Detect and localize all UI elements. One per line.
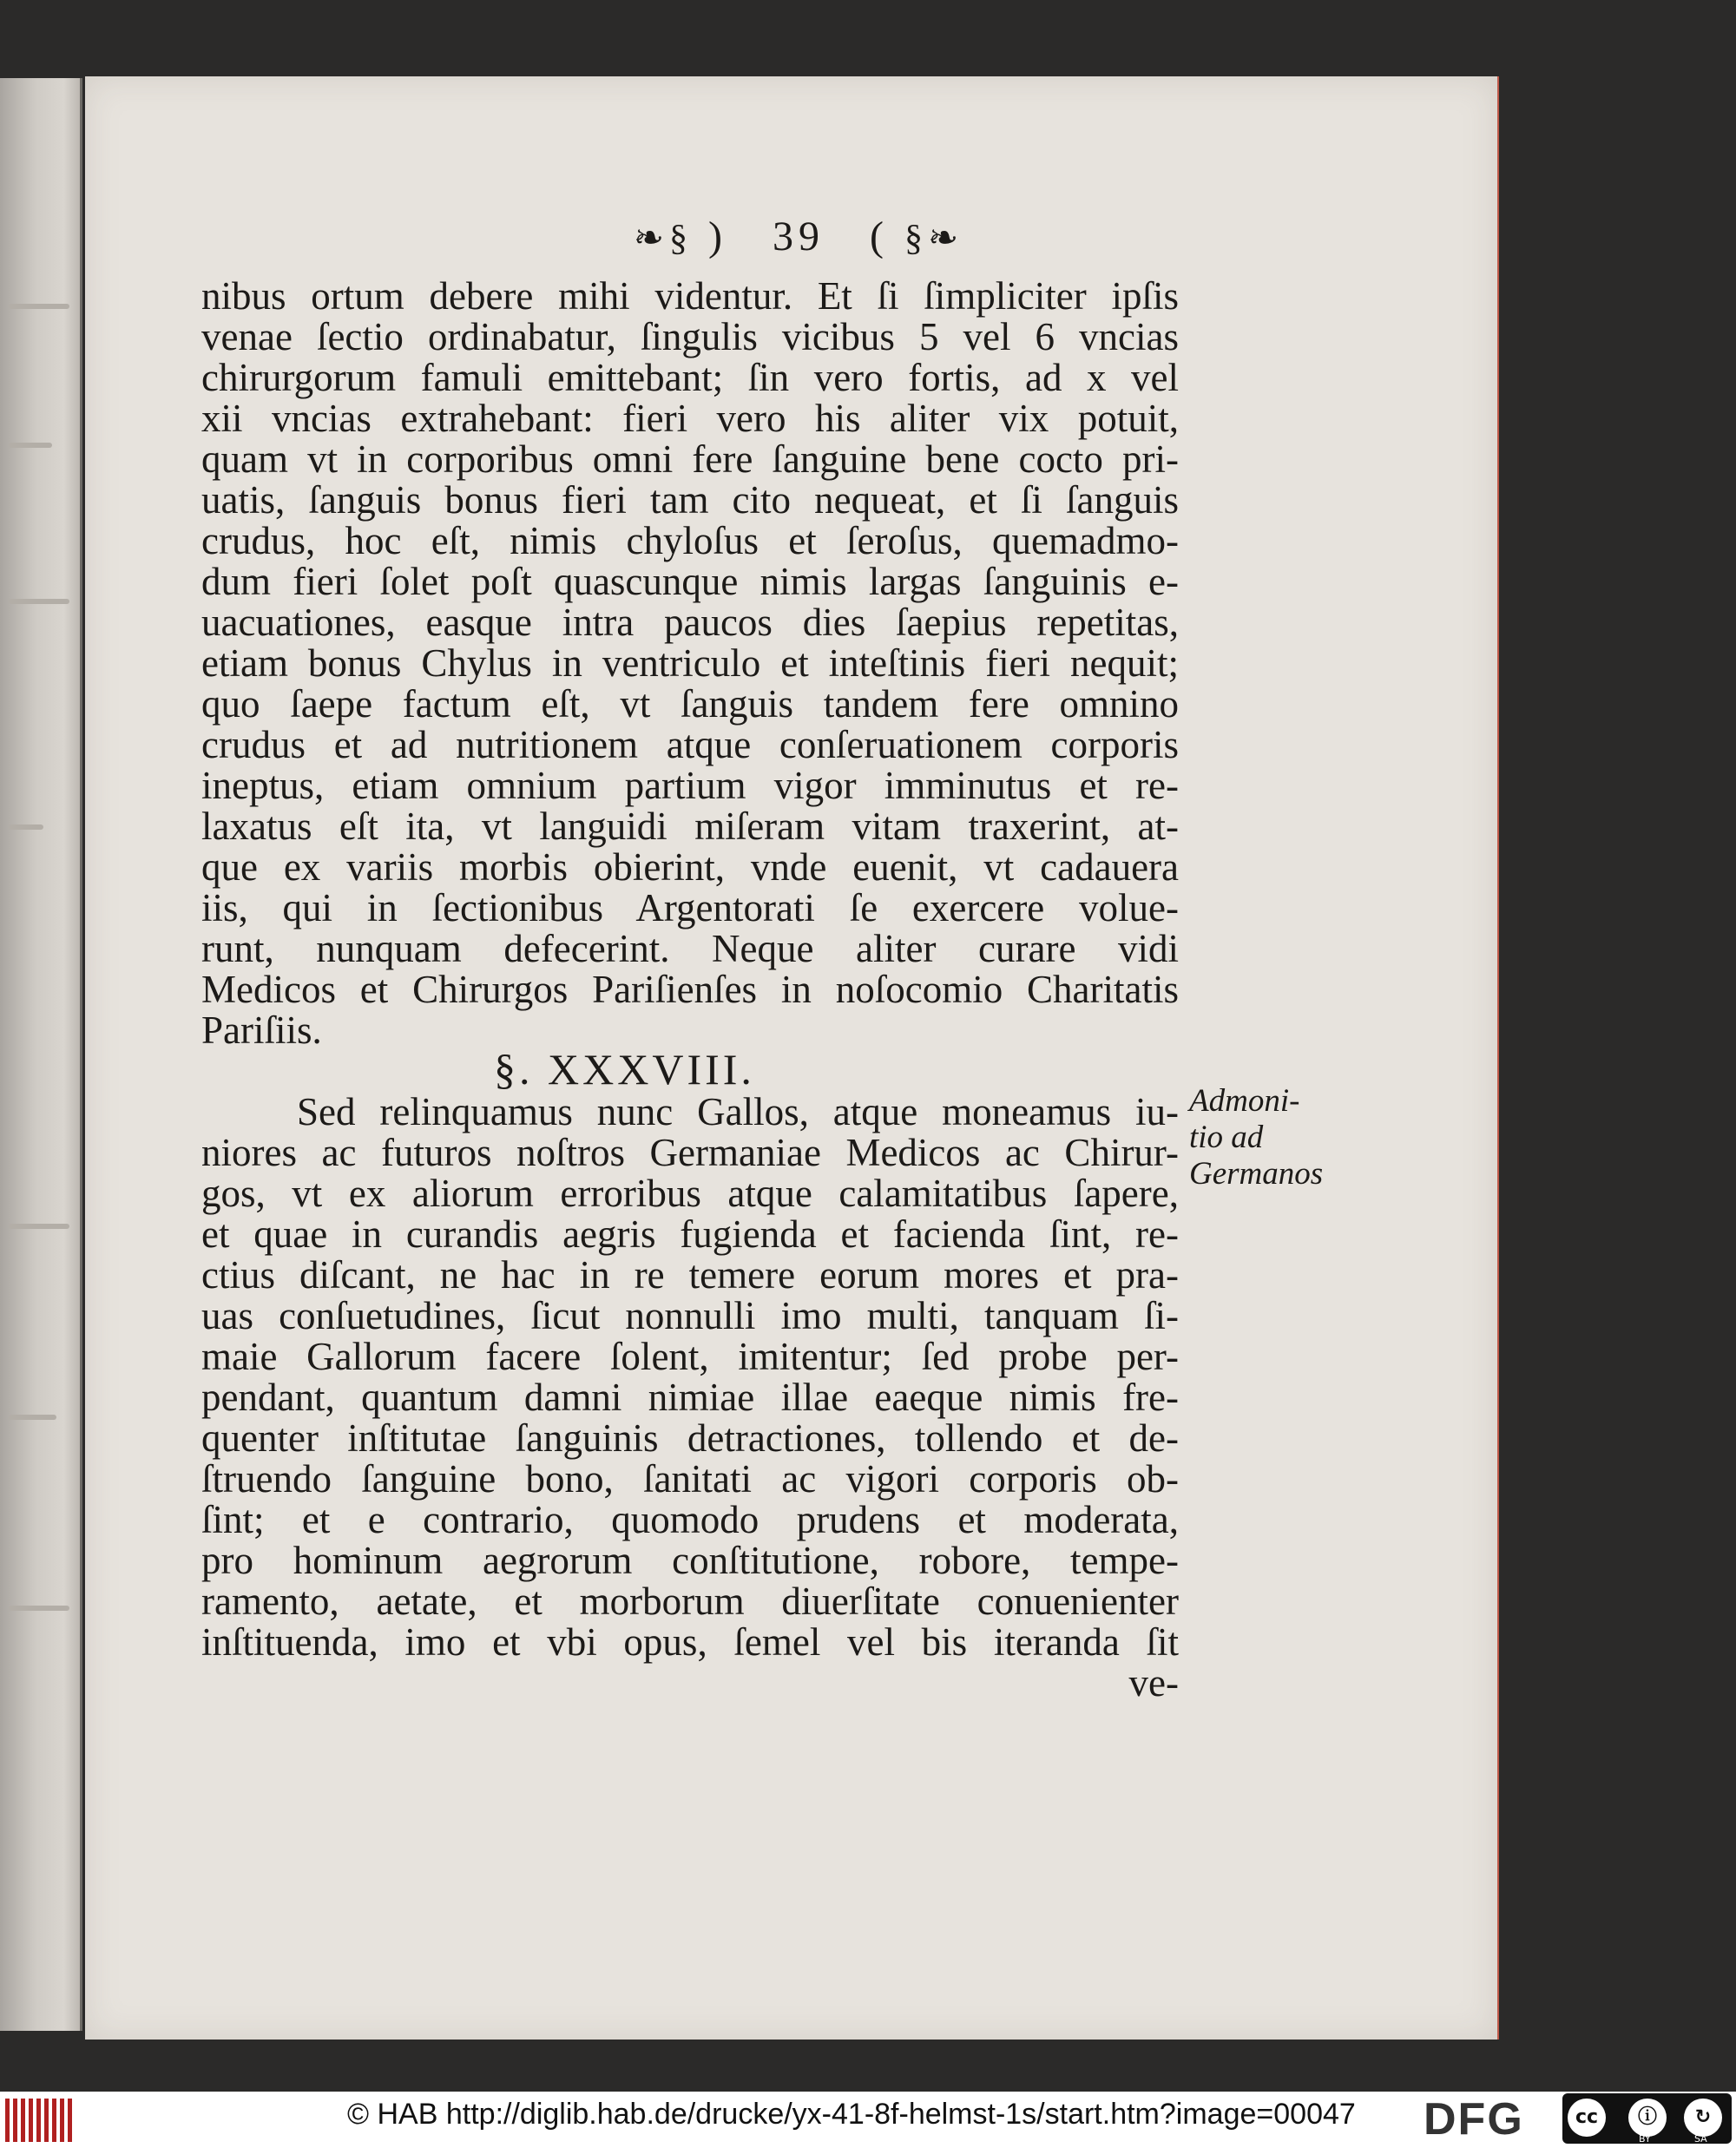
page-header xyxy=(0,213,1667,260)
text-line: pro hominum aegrorum conſtitutione, robore, tempe- xyxy=(201,1539,1179,1582)
paragraph-2 xyxy=(201,1092,1179,1704)
by-label: BY xyxy=(1639,2133,1651,2145)
text-line: ſtruendo ſanguine bono, ſanitati ac vigori corporis ob- xyxy=(201,1457,1179,1501)
text-line: pendant, quantum damni nimiae illae eaeque nimis fre- xyxy=(201,1376,1179,1419)
text-line: et quae in curandis aegris fugienda et facienda ſint, re- xyxy=(201,1212,1179,1256)
page-number: 39 xyxy=(773,213,825,259)
paragraph-1 xyxy=(201,276,1179,1051)
text-line: etiam bonus Chylus in ventriculo et inteſtinis fieri nequit; xyxy=(201,641,1179,685)
sa-label: SA xyxy=(1694,2133,1707,2145)
text-line: iis, qui in ſectionibus Argentorati ſe exercere volue- xyxy=(201,886,1179,929)
text-line: venae ſectio ordinabatur, ſingulis vicibus 5 vel 6 vncias xyxy=(201,315,1179,358)
text-line: crudus et ad nutritionem atque conſeruationem corporis xyxy=(201,723,1179,766)
section-heading: §. XXXVIII. xyxy=(494,1045,755,1094)
text-line: ramento, aetate, et morborum diuerſitate conuenienter xyxy=(201,1580,1179,1623)
cc-license-badge[interactable] xyxy=(1562,2093,1732,2144)
share-alike-icon: ↻ xyxy=(1684,2099,1722,2137)
text-line: runt, nunquam defecerint. Neque aliter curare vidi xyxy=(201,927,1179,970)
marginal-note xyxy=(1189,1083,1323,1192)
text-line: quam vt in corporibus omni fere ſanguine bene cocto pri- xyxy=(201,437,1179,481)
text-line: que ex variis morbis obierint, vnde euenit, vt cadauera xyxy=(201,845,1179,889)
text-line: ſint; et e contrario, quomodo prudens et moderata, xyxy=(201,1498,1179,1541)
text-line: gos, vt ex aliorum erroribus atque calamitatibus ſapere, xyxy=(201,1172,1179,1215)
dfg-logo: DFG xyxy=(1424,2094,1524,2145)
marginal-note-line: Admoni- xyxy=(1189,1083,1300,1119)
text-line: crudus, hoc eſt, nimis chyloſus et ſeroſus, quemadmo- xyxy=(201,519,1179,562)
text-line: ctius diſcant, ne hac in re temere eorum mores et pra- xyxy=(201,1253,1179,1297)
text-line: xii vncias extrahebant: fieri vero his aliter vix potuit, xyxy=(201,397,1179,440)
marginal-note-line: tio ad xyxy=(1189,1120,1264,1155)
text-line: uatis, ſanguis bonus fieri tam cito nequeat, et ſi ſanguis xyxy=(201,478,1179,522)
text-line: maie Gallorum facere ſolent, imitentur; ſed probe per- xyxy=(201,1335,1179,1378)
marginal-note-line: Germanos xyxy=(1189,1156,1324,1192)
header-paren-right: ( xyxy=(870,213,889,259)
header-paren-left: ) xyxy=(708,213,727,259)
text-line: nibus ortum debere mihi videntur. Et ſi ſimpliciter ipſis xyxy=(201,274,1179,318)
cc-icon: cc xyxy=(1568,2099,1606,2137)
catchword: ve- xyxy=(1128,1661,1179,1705)
text-line: inſtituenda, imo et vbi opus, ſemel vel bis iteranda ſit xyxy=(201,1620,1179,1664)
source-url[interactable]: © HAB http://diglib.hab.de/drucke/yx-41-8f-helmst-1s/start.htm?image=00047 xyxy=(347,2098,1356,2131)
barcode-icon xyxy=(5,2099,75,2142)
ornament-left-icon: ❧§ xyxy=(633,219,694,259)
attribution-icon: ⓘ xyxy=(1628,2099,1667,2137)
text-line: Medicos et Chirurgos Pariſienſes in noſocomio Charitatis xyxy=(201,968,1179,1011)
text-line: ineptus, etiam omnium partium vigor imminutus et re- xyxy=(201,764,1179,807)
text-line: quo ſaepe factum eſt, vt ſanguis tandem fere omnino xyxy=(201,682,1179,726)
ornament-right-icon: §❧ xyxy=(904,219,964,259)
text-line: uas conſuetudines, ſicut nonnulli imo multi, tanquam ſi- xyxy=(201,1294,1179,1337)
text-line: chirurgorum famuli emittebant; ſin vero fortis, ad x vel xyxy=(201,356,1179,399)
text-line: dum fieri ſolet poſt quascunque nimis largas ſanguinis e- xyxy=(201,560,1179,603)
text-line: uacuationes, easque intra paucos dies ſaepius repetitas, xyxy=(201,601,1179,644)
text-line: quenter inſtitutae ſanguinis detractiones, tollendo et de- xyxy=(201,1416,1179,1460)
text-line: Sed relinquamus nunc Gallos, atque moneamus iu- xyxy=(297,1090,1179,1133)
text-line: laxatus eſt ita, vt languidi miſeram vitam traxerint, at- xyxy=(201,805,1179,848)
text-line: niores ac futuros noſtros Germaniae Medicos ac Chirur- xyxy=(201,1131,1179,1174)
text-line: Pariſiis. xyxy=(201,1008,322,1052)
